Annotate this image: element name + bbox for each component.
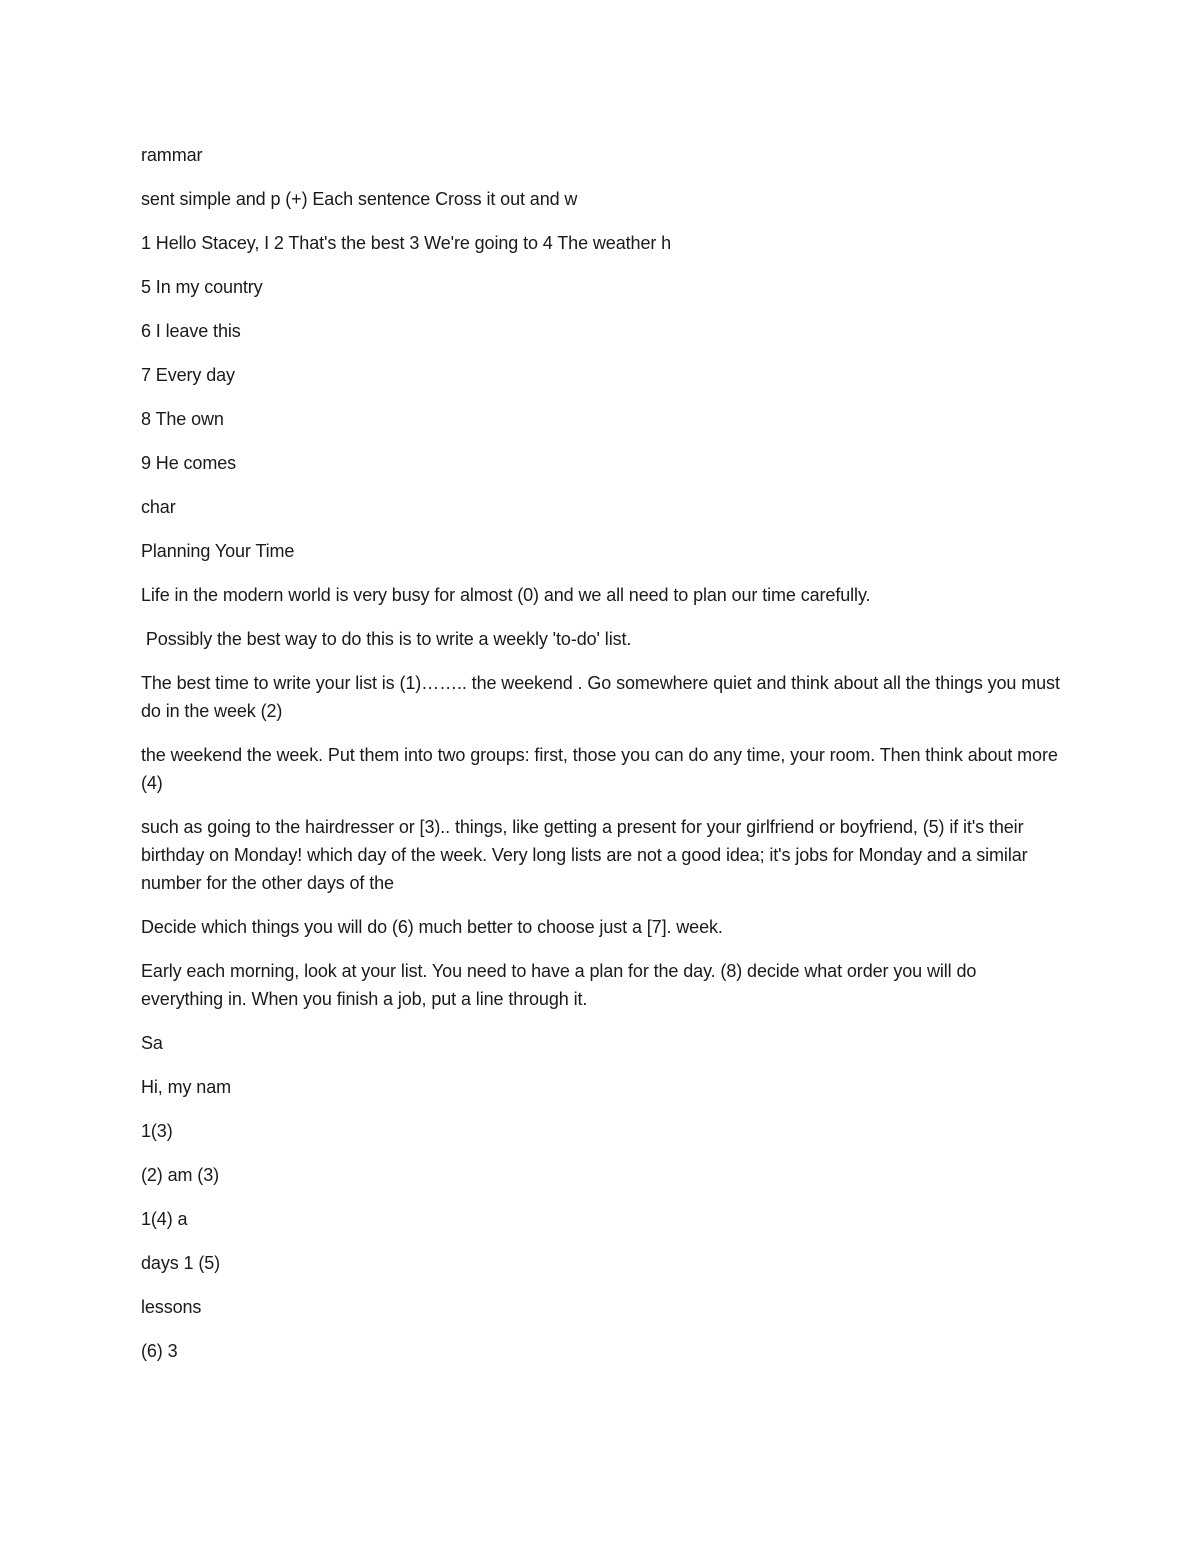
paragraph-lessons: lessons: [141, 1297, 202, 1317]
paragraph-hi-my-name: Hi, my nam: [141, 1077, 232, 1097]
paragraph-sentence-6: 6 I leave this: [141, 321, 241, 341]
paragraph-item-2-am-3: (2) am (3): [141, 1165, 220, 1185]
paragraph-hairdresser: such as going to the hairdresser or [3).. things, like getting a present for your girlfriend or boyfriend, (5) if it's their birthday on Monday! which day of the week. Very long lists are not a good idea; it's jobs for Monday and a similar number for the other days of the: [141, 817, 1033, 893]
paragraph-decide-things: Decide which things you will do (6) much better to choose just a [7]. week.: [141, 917, 723, 937]
paragraph-possibly-best-way: Possibly the best way to do this is to write a weekly 'to-do' list.: [141, 629, 632, 649]
paragraph-sa: Sa: [141, 1033, 163, 1053]
paragraph-item-1-3: 1(3): [141, 1121, 173, 1141]
paragraph-best-time: The best time to write your list is (1)…….. the weekend . Go somewhere quiet and think about all the things you must do in the week (2): [141, 673, 1065, 721]
paragraph-item-1-4-a: 1(4) a: [141, 1209, 188, 1229]
paragraph-title-planning: Planning Your Time: [141, 541, 295, 561]
paragraph-sentence-9: 9 He comes: [141, 453, 237, 473]
paragraph-char: char: [141, 497, 176, 517]
paragraph-sentence-5: 5 In my country: [141, 277, 263, 297]
paragraph-days-1-5: days 1 (5): [141, 1253, 221, 1273]
paragraph-sentences-1-4: 1 Hello Stacey, I 2 That's the best 3 We're going to 4 The weather h: [141, 233, 672, 253]
paragraph-heading-grammar: rammar: [141, 145, 203, 165]
paragraph-instructions: sent simple and p (+) Each sentence Cross it out and w: [141, 189, 578, 209]
paragraph-item-6-3: (6) 3: [141, 1341, 178, 1361]
paragraph-sentence-7: 7 Every day: [141, 365, 235, 385]
paragraph-weekend-week: the weekend the week. Put them into two groups: first, those you can do any time, your room. Then think about more (4): [141, 745, 1063, 793]
paragraph-life-modern-world: Life in the modern world is very busy for almost (0) and we all need to plan our time carefully.: [141, 585, 871, 605]
paragraph-sentence-8: 8 The own: [141, 409, 224, 429]
paragraph-early-morning: Early each morning, look at your list. You need to have a plan for the day. (8) decide what order you will do everything in. When you finish a job, put a line through it.: [141, 961, 982, 1009]
